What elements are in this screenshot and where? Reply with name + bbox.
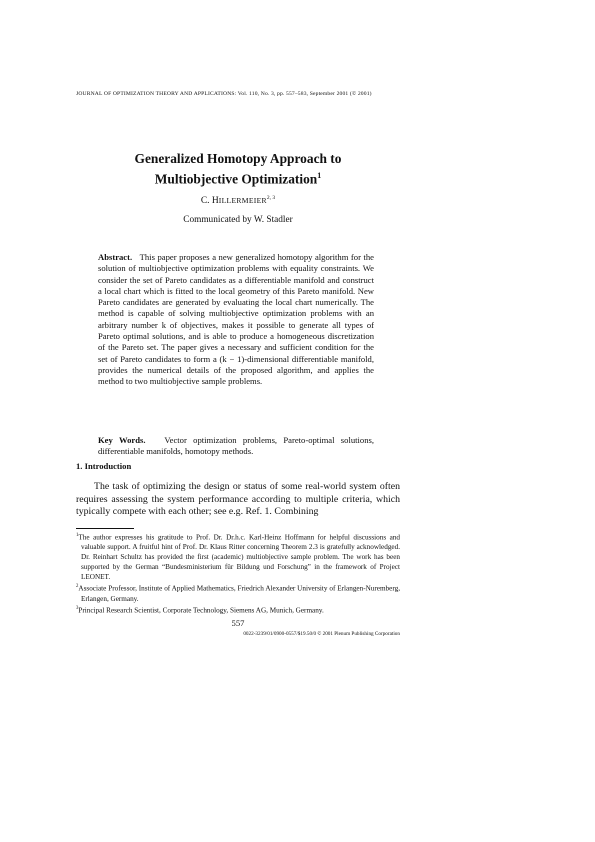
author-line (76, 195, 400, 206)
footnote (76, 604, 400, 616)
section-heading: 1. Introduction (76, 461, 132, 471)
footnote-mark: 2 (76, 584, 79, 590)
footnote-text: The author expresses his gratitude to Prof. Dr. Dr.h.c. Karl-Heinz Hoffmann for helpful discussions and valuable support. A fruitful hint of Prof. Dr. Klaus Ritter concerning Theorem 2.3 is gratefully acknowledged. Dr. Reinhart Schultz has provided the first (academic) multiobjective sample problem. The work has been supported by the German “Bundesministerium für Bildung und Forschung” in the framework of Project LEONET. (78, 533, 400, 581)
page-number: 557 (231, 618, 245, 628)
author-affiliation-marks: 2, 3 (266, 195, 276, 201)
abstract-text: This paper proposes a new generalized homotopy algorithm for the solution of multiobjective optimization problems with equality constraints. We consider the set of Pareto candidates as a differentiable manifold and construct a local chart which is fitted to the local geometry of this Pareto manifold. New Pareto candidates are generated by evaluating the local chart numerically. The method is capable of solving multiobjective optimization problems with an arbitrary number k of objectives, makes it possible to generate all types of Pareto optimal solutions, and is able to produce a homogeneous discretization of the Pareto set. The paper gives a necessary and sufficient condition for the set of Pareto candidates to form a (k − 1)-dimensional differentiable manifold, provides the numerical details of the proposed algorithm, and applies the method to two multiobjective sample problems. (98, 252, 374, 387)
key-words-text: Vector optimization problems, Pareto-optimal solutions, differentiable manifolds, homotopy methods. (98, 435, 374, 457)
abstract (98, 252, 374, 388)
introduction-paragraph: The task of optimizing the design or status of some real-world system often requires assessing the system performance according to multiple criteria, which typically compete with each other; see e.g. Ref. 1. Combining (76, 481, 400, 517)
footnotes (76, 531, 400, 617)
author-initial: C. H (200, 196, 219, 207)
copyright-line: 0022-3239/01/0900-0557/$19.50/0 © 2001 Plenum Publishing Corporation (243, 631, 400, 637)
abstract-label: Abstract. (98, 252, 133, 262)
running-head: JOURNAL OF OPTIMIZATION THEORY AND APPLICATIONS: Vol. 110, No. 3, pp. 557–583, September 2001 (© 2001) (76, 91, 372, 97)
title-line-1: Generalized Homotopy Approach to (134, 151, 342, 166)
title-line-2 (76, 167, 400, 187)
title-footnote-mark: 1 (317, 171, 322, 180)
author-surname: ILLERMEIER (218, 196, 267, 206)
footnote-mark: 3 (76, 606, 79, 612)
footnote-text: Principal Research Scientist, Corporate Technology, Siemens AG, Munich, Germany. (78, 606, 324, 615)
footnote-rule (76, 528, 134, 529)
key-words (98, 435, 374, 458)
title-line-2-text: Multiobjective Optimization (154, 171, 318, 187)
footnote (76, 531, 400, 582)
footnote-mark: 1 (76, 533, 79, 538)
key-words-label: Key Words. (98, 435, 146, 445)
paper-title (76, 150, 400, 187)
footnote-text: Associate Professor, Institute of Applied Mathematics, Friedrich Alexander University of Erlangen-Nuremberg, Erlangen, Germany. (78, 584, 400, 603)
footnote (76, 582, 400, 604)
communicated-by: Communicated by W. Stadler (183, 215, 293, 225)
